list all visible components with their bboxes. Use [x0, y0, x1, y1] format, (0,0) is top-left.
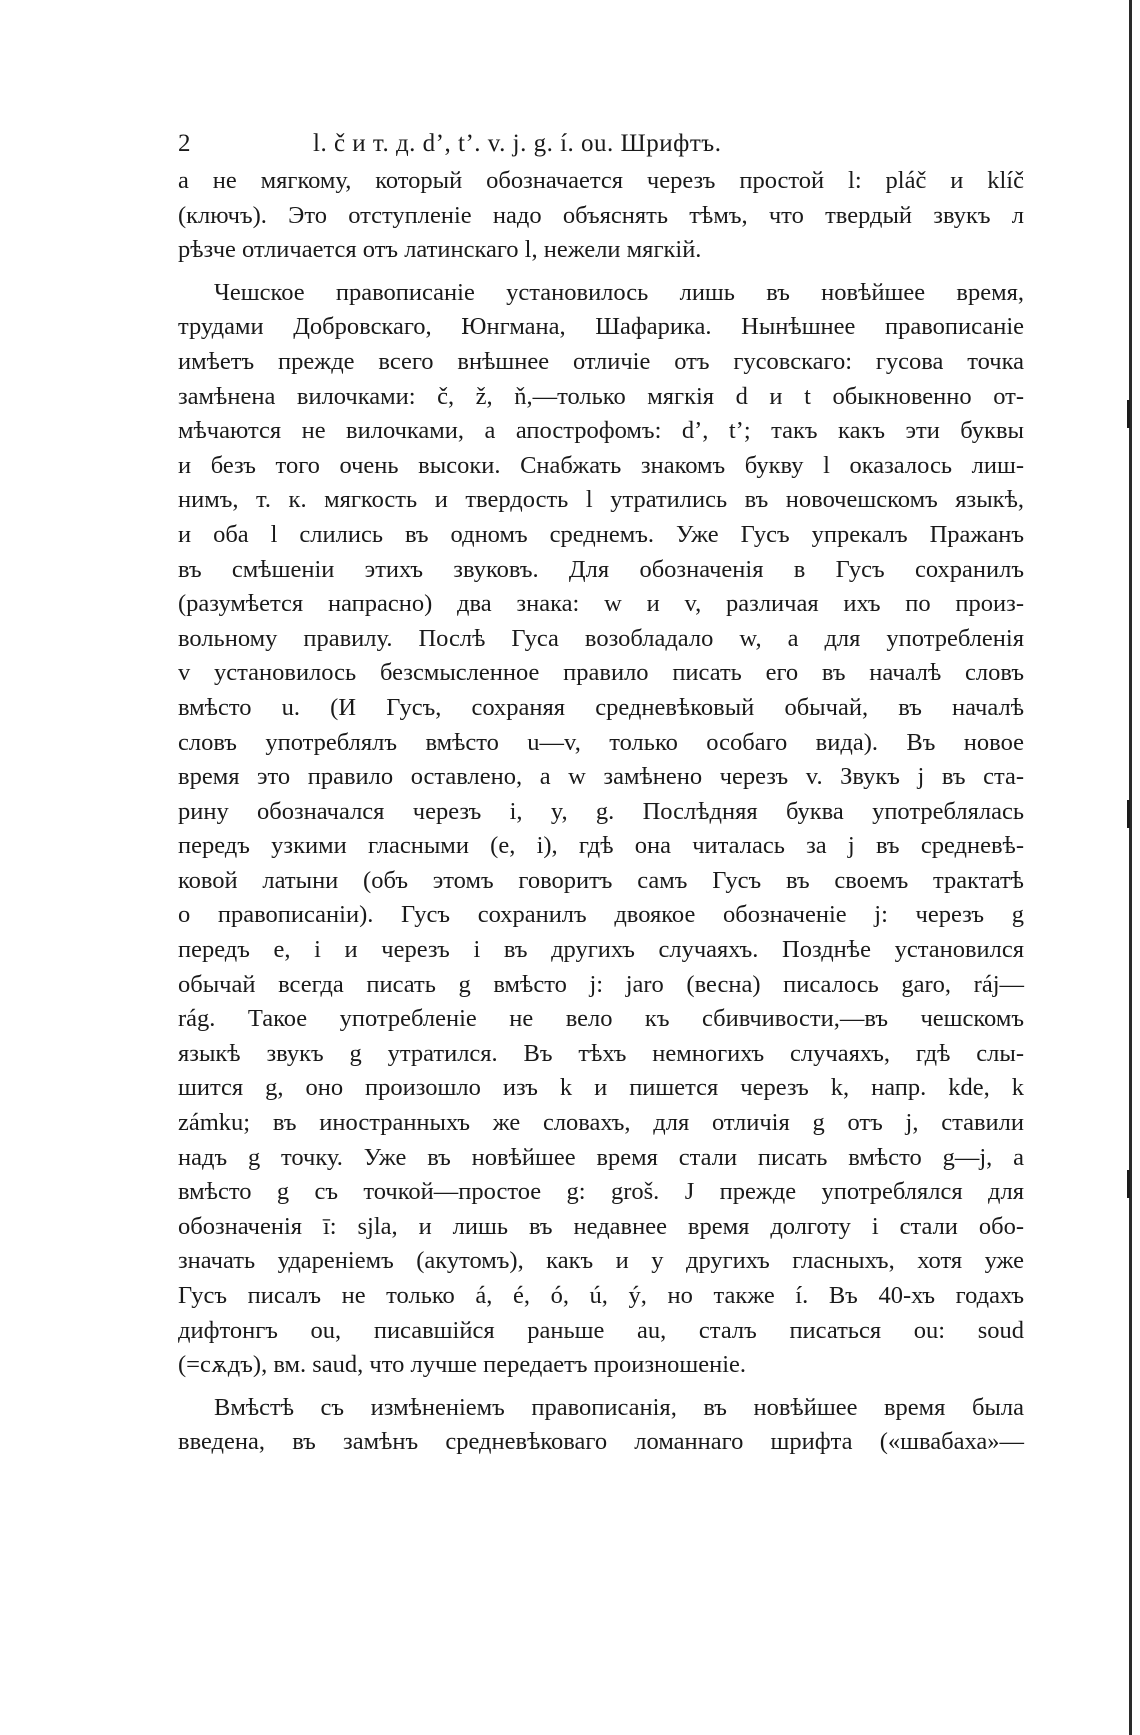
text-line: нимъ, т. к. мягкость и твердость l утратились въ новочешскомъ языкѣ, [178, 486, 1024, 514]
text-line: передъ e, i и черезъ i въ другихъ случаяхъ. Позднѣе установился [178, 936, 1024, 964]
text-line: рину обозначался черезъ i, y, g. Послѣдняя буква употреблялась [178, 797, 1024, 825]
text-line: Гусъ писалъ не только á, é, ó, ú, ý, но также í. Въ 40-хъ годахъ [178, 1282, 1024, 1309]
text-line: о правописаніи). Гусъ сохранилъ двоякое обозначеніе j: черезъ g [178, 901, 1024, 929]
text-line: языкѣ звукъ g утратился. Въ тѣхъ немногихъ случаяхъ, гдѣ слы- [178, 1039, 1024, 1067]
text-line: zámku; въ иностранныхъ же словахъ, для отличія g отъ j, ставили [178, 1109, 1024, 1137]
text-line: вмѣсто u. (И Гусъ, сохраняя средневѣковый обычай, въ началѣ [178, 693, 1024, 721]
text-line: Чешское правописаніе установилось лишь въ новѣйшее время, [214, 278, 1024, 306]
text-line: Вмѣстѣ съ измѣненіемъ правописанія, въ новѣйшее время была [214, 1393, 1024, 1421]
paragraph-2 [178, 276, 1024, 1383]
paragraph-3 [178, 1391, 1024, 1460]
margin-mark [1127, 400, 1130, 428]
text-line: (=сѫдъ), вм. saud, что лучше передаетъ произношеніе. [178, 1351, 747, 1379]
text-line: трудами Добровскаго, Юнгмана, Шафарика. Нынѣшнее правописаніе [178, 313, 1024, 341]
page-number: 2 [178, 130, 191, 157]
running-title: l. č и т. д. d’, t’. v. j. g. í. ou. Шрифтъ. [313, 130, 722, 157]
text-line: замѣнена вилочками: č, ž, ň,—только мягкія d и t обыкновенно от- [178, 382, 1024, 410]
text-line: время это правило оставлено, а w замѣнено черезъ v. Звукъ j въ ста- [178, 763, 1024, 791]
text-line: передъ узкими гласными (e, i), гдѣ она читалась за j въ средневѣ- [178, 832, 1024, 860]
text-line: (ключъ). Это отступленіе надо объяснять тѣмъ, что твердый звукъ л [178, 201, 1024, 229]
text-line: введена, въ замѣнъ средневѣковаго ломаннаго шрифта («швабаха»— [178, 1428, 1024, 1456]
text-line: обозначенія ī: sjla, и лишь въ недавнее время долготу i стали обо- [178, 1212, 1024, 1240]
text-line: rág. Такое употребленіе не вело къ сбивчивости,—въ чешскомъ [178, 1005, 1024, 1033]
text-line: въ смѣшеніи этихъ звуковъ. Для обозначенія в Гусъ сохранилъ [178, 555, 1024, 583]
text-line: надъ g точку. Уже въ новѣйшее время стали писать вмѣсто g—j, а [178, 1143, 1024, 1171]
text-line: v установилось безсмысленное правило писать его въ началѣ словъ [178, 659, 1024, 687]
text-line: словъ употреблялъ вмѣсто u—v, только особаго вида). Въ новое [178, 728, 1024, 756]
margin-mark [1127, 1170, 1130, 1198]
text-line: (разумѣется напрасно) два знака: w и v, различая ихъ по произ- [178, 590, 1024, 618]
text-line: а не мягкому, который обозначается черезъ простой l: pláč и klíč [178, 167, 1024, 194]
running-header [178, 124, 1024, 164]
text-line: рѣзче отличается отъ латинскаго l, нежели мягкій. [178, 236, 702, 264]
text-line: вмѣсто g съ точкой—простое g: groš. J прежде употреблялся для [178, 1178, 1024, 1206]
margin-mark [1127, 800, 1130, 828]
scan-page-edge [1129, 0, 1140, 1735]
paragraph-1 [178, 164, 1024, 268]
text-line: имѣетъ прежде всего внѣшнее отличіе отъ гусовскаго: гусова точка [178, 347, 1024, 375]
text-line: ковой латыни (объ этомъ говоритъ самъ Гусъ въ своемъ трактатѣ [178, 866, 1024, 894]
book-page [178, 124, 1024, 1460]
text-line: обычай всегда писать g вмѣсто j: jaro (весна) писалось garo, ráj— [178, 970, 1024, 998]
text-line: вольному правилу. Послѣ Гуса возобладало w, а для употребленія [178, 624, 1024, 652]
text-line: и оба l слились въ одномъ среднемъ. Уже Гусъ упрекалъ Пражанъ [178, 520, 1024, 548]
text-line: шится g, оно произошло изъ k и пишется черезъ k, напр. kde, k [178, 1074, 1024, 1102]
text-line: значать удареніемъ (акутомъ), какъ и у другихъ гласныхъ, хотя уже [178, 1247, 1024, 1275]
text-line: мѣчаются не вилочками, а апострофомъ: d’, t’; такъ какъ эти буквы [178, 417, 1024, 445]
text-line: дифтонгъ ou, писавшійся раньше au, сталъ писаться ou: soud [178, 1316, 1024, 1344]
text-line: и безъ того очень высоки. Снабжать знакомъ букву l оказалось лиш- [178, 451, 1024, 479]
